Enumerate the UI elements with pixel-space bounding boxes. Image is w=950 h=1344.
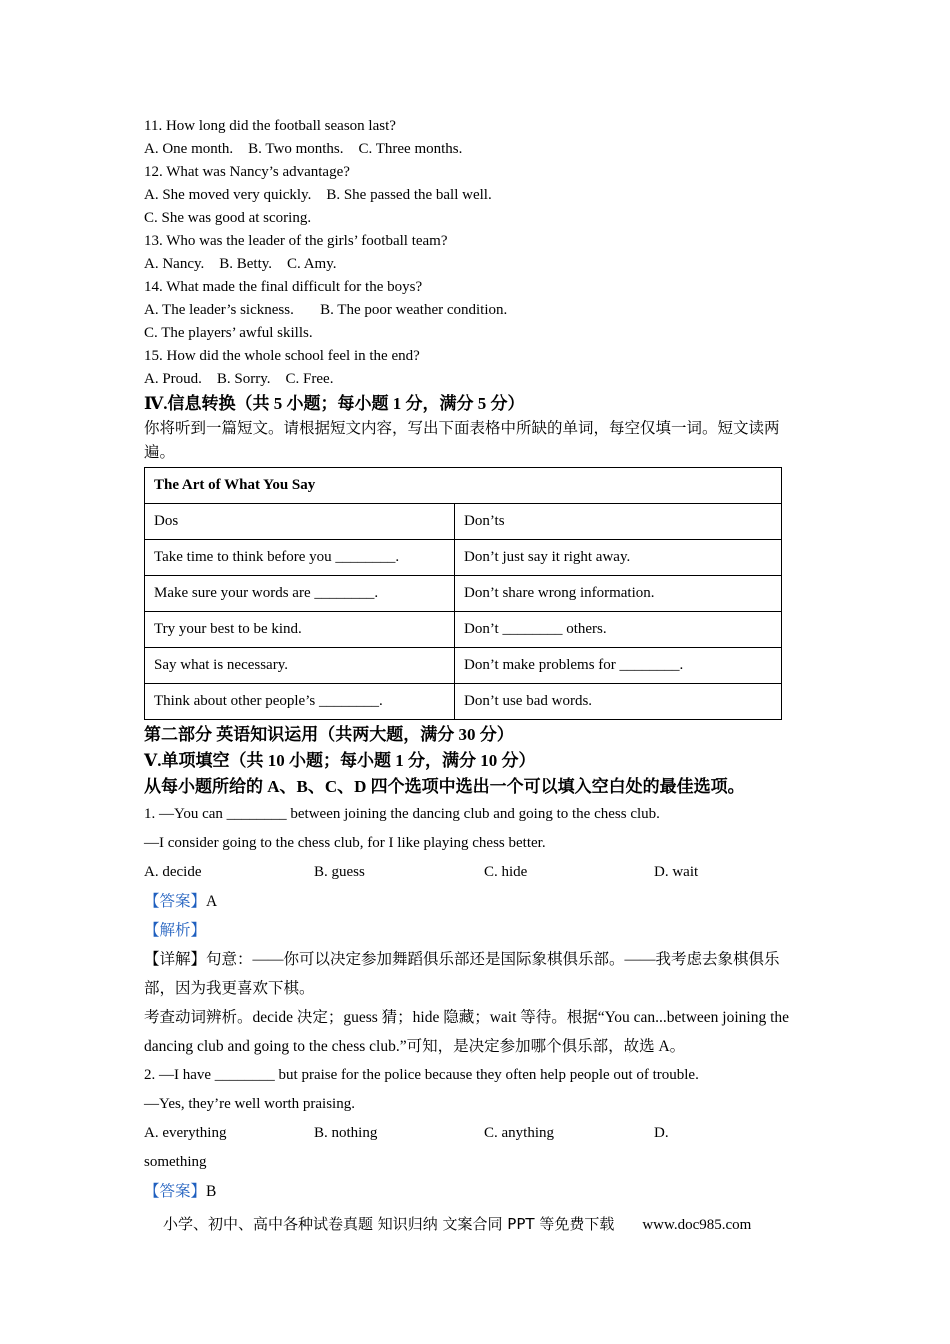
question-14: 14. What made the final difficult for the boys? (144, 279, 423, 295)
q1-line-2: —I consider going to the chess club, for I like playing chess better. (144, 835, 546, 851)
question-14-options: A. The leader’s sickness. B. The poor weather condition. (144, 302, 508, 318)
q2-option-d: D. (654, 1125, 669, 1141)
detail-tag: 【详解】 (144, 951, 207, 968)
art-of-what-you-say-table (144, 467, 782, 720)
listening-questions (144, 115, 824, 391)
question-13-options: A. Nancy. B. Betty. C. Amy. (144, 256, 337, 272)
question-12-options: A. She moved very quickly. B. She passed the ball well. (144, 187, 492, 203)
table-title-row (145, 468, 782, 504)
table-cell: Say what is necessary. (145, 648, 455, 684)
table-title: The Art of What You Say (145, 468, 782, 504)
table-row (145, 576, 782, 612)
footer-site-link[interactable]: www.doc985.com (642, 1217, 752, 1233)
table-row (145, 648, 782, 684)
section-5-heading: Ⅴ.单项填空（共 10 小题；每小题 1 分，满分 10 分） (144, 751, 536, 770)
table-cell: Don’t make problems for ________. (455, 648, 782, 684)
answer-value: A (206, 893, 218, 910)
question-15-options: A. Proud. B. Sorry. C. Free. (144, 371, 334, 387)
q2-option-b: B. nothing (314, 1125, 378, 1141)
table-cell: Take time to think before you ________. (145, 540, 455, 576)
q2-option-d-wrap: something (144, 1154, 207, 1170)
answer-tag: 【答案】 (144, 893, 207, 910)
q2-line-1: 2. —I have ________ but praise for the police because they often help people out of trouble. (144, 1067, 699, 1083)
table-row (145, 612, 782, 648)
q1-option-a: A. decide (144, 864, 202, 880)
part-2-heading: 第二部分 英语知识运用（共两大题，满分 30 分） (144, 725, 514, 744)
q1-explanation: 考查动词辨析。decide 决定；guess 猜；hide 隐藏；wait 等待。根据“You can...between joining the dancing club and going to the chess club.”可知，是决定参加哪个俱乐部，故选 A。 (144, 1009, 790, 1055)
question-15: 15. How did the whole school feel in the end? (144, 348, 420, 364)
header-donts: Don’ts (455, 504, 782, 540)
question-12: 12. What was Nancy’s advantage? (144, 164, 350, 180)
q1-option-d: D. wait (654, 864, 699, 880)
q1-detail (144, 945, 804, 1003)
q2-option-a: A. everything (144, 1125, 227, 1141)
q1-option-b: B. guess (314, 864, 365, 880)
analysis-tag: 【解析】 (144, 922, 207, 939)
page-footer (163, 1213, 751, 1234)
table-row (145, 684, 782, 720)
section-4-heading: Ⅳ.信息转换（共 5 小题；每小题 1 分，满分 5 分） (144, 394, 525, 413)
q1-answer (144, 887, 824, 916)
answer-tag: 【答案】 (144, 1183, 207, 1200)
q2-options (144, 1119, 824, 1148)
q1-analysis (144, 916, 824, 945)
section-5-instruction: 从每小题所给的 A、B、C、D 四个选项中选出一个可以填入空白处的最佳选项。 (144, 777, 745, 796)
section-4-instruction: 你将听到一篇短文。请根据短文内容，写出下面表格中所缺的单词，每空仅填一词。短文读两遍。 (144, 420, 780, 461)
table-cell: Don’t share wrong information. (455, 576, 782, 612)
table-cell: Make sure your words are ________. (145, 576, 455, 612)
q1-options (144, 858, 824, 887)
table-row (145, 540, 782, 576)
q2-option-c: C. anything (484, 1125, 554, 1141)
header-dos: Dos (145, 504, 455, 540)
question-14-options-2: C. The players’ awful skills. (144, 325, 313, 341)
table-cell: Don’t ________ others. (455, 612, 782, 648)
question-12-options-2: C. She was good at scoring. (144, 210, 312, 226)
question-11: 11. How long did the football season last? (144, 118, 396, 134)
detail-text: 句意：——你可以决定参加舞蹈俱乐部还是国际象棋俱乐部。——我考虑去象棋俱乐部，因为我更喜欢下棋。 (144, 951, 780, 997)
q2-answer (144, 1177, 824, 1206)
document-page (144, 115, 824, 1206)
table-cell: Try your best to be kind. (145, 612, 455, 648)
question-13: 13. Who was the leader of the girls’ football team? (144, 233, 448, 249)
q1-line-1: 1. —You can ________ between joining the dancing club and going to the chess club. (144, 806, 660, 822)
table-header-row (145, 504, 782, 540)
q2-line-2: —Yes, they’re well worth praising. (144, 1096, 355, 1112)
footer-text: 小学、初中、高中各种试卷真题 知识归纳 文案合同 PPT 等免费下载 (163, 1215, 615, 1233)
table-cell: Think about other people’s ________. (145, 684, 455, 720)
table-cell: Don’t just say it right away. (455, 540, 782, 576)
q1-option-c: C. hide (484, 864, 528, 880)
question-11-options: A. One month. B. Two months. C. Three months. (144, 141, 463, 157)
answer-value: B (206, 1183, 217, 1200)
table-cell: Don’t use bad words. (455, 684, 782, 720)
